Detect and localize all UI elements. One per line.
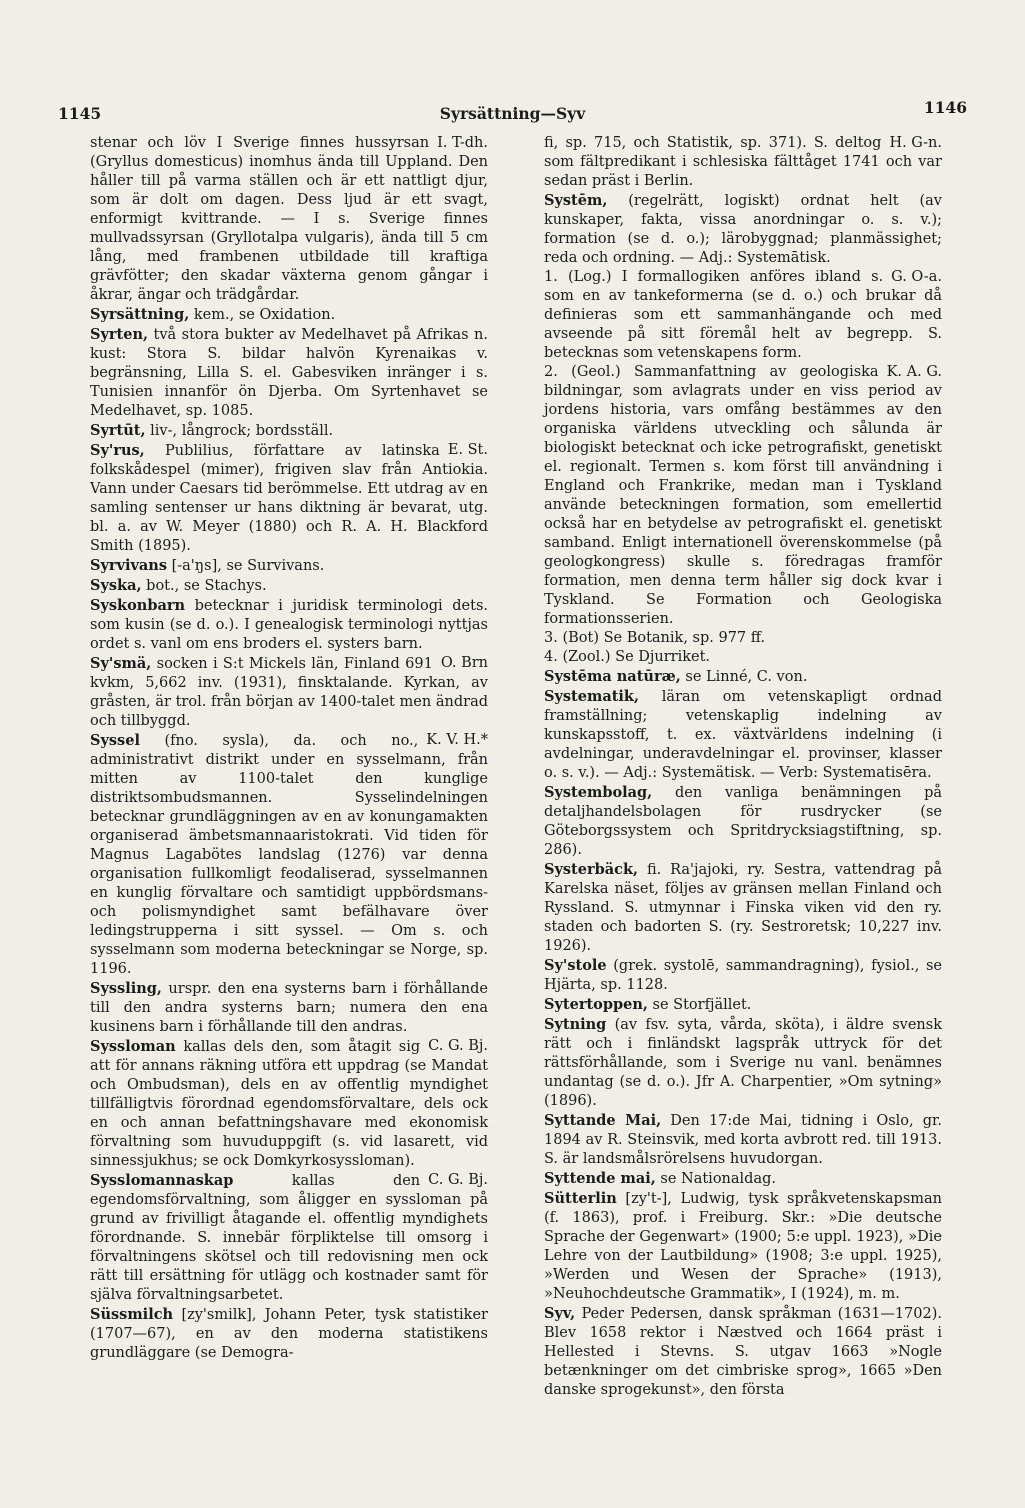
author-signature: K. V. H.*: [426, 732, 488, 748]
entry-body: 3. (Bot) Se Botanik, sp. 977 ff.: [544, 630, 766, 646]
entry-body: [zy'smilk], Johann Peter, tysk statistiker (1707—67), en av den moderna statistikens grundläggare (se Demogra-: [90, 1307, 488, 1361]
entry-body: kallas den egendomsförvaltning, som åligger en syssloman på grund av frivilligt åtagande el. offentlig myndighets förordnande. S. innebär förpliktelse till omsorg i förvaltningens skötsel och till redovisning men ock rätt till ersättning för utlägg och kostnader samt för själva förvaltningsarbetet.: [90, 1173, 488, 1303]
entry-body: 2. (Geol.) Sammanfattning av geologiska bildningar, som avlagrats under en viss period av jordens historia, vars omfång bestämmes av den organiska världens utveckling och sålunda är biologiskt betecknat och icke petrografiskt, genetiskt el. regionalt. Termen s. kom först till användning i England och Frankrike, medan man i Tyskland använde beteckningen formation, som emellertid också har en betydelse av petrografiskt el. genetiskt samband. Enligt internationell överenskommelse (på geologkongress) skulle s. föredragas framför formation, men denna term håller sig dock kvar i Tyskland. Se Formation och Geologiska formationsserien.: [544, 364, 942, 627]
entry-body: Publilius, författare av latinska folkskådespel (mimer), frigiven slav från Antiokia. Vann under Caesars tid berömmelse. Ett utdrag av en samling sentenser ur hans diktning är bevarat, utg. bl. a. av W. Meyer (1880) och R. A. H. Blackford Smith (1895).: [90, 443, 488, 554]
author-signature: O. Brn: [440, 655, 488, 671]
dictionary-entry: [90, 305, 488, 325]
entry-headword: Syttande Mai,: [544, 1112, 662, 1129]
dictionary-entry: [544, 134, 942, 191]
entry-body: (regelrätt, logiskt) ordnat helt (av kunskaper, fakta, vissa anordningar o. s. v.); formation (se d. o.); lärobyggnad; planmässighet; reda och ordning. — Adj.: Systemātisk.: [544, 193, 942, 266]
entry-body: läran om vetenskapligt ordnad framställning; vetenskaplig indelning av kunskapsstoff, t. ex. växtvärldens indelning (i avdelningar, underavdelningar el. provinser, klasser o. s. v.). — Adj.: Systemätisk. — Verb: Systematisēra.: [544, 689, 942, 781]
entry-headword: Sytertoppen,: [544, 996, 648, 1013]
dictionary-entry: [90, 654, 488, 731]
dictionary-entry: [544, 1304, 942, 1400]
dictionary-entry: [90, 731, 488, 979]
dictionary-entry: [90, 596, 488, 654]
entry-headword: Sütterlin: [544, 1190, 617, 1207]
entry-body: den vanliga benämningen på detaljhandelsbolagen för rusdrycker (se Göteborgssystem och Spritdrycksiagstiftning, sp. 286).: [544, 785, 942, 858]
entry-body: betecknar i juridisk terminologi dets. som kusin (se d. o.). I genealogisk terminologi nyttjas ordet s. vanl om ens broders el. systers barn.: [90, 598, 488, 652]
dictionary-entry: [544, 783, 942, 860]
page-number-left: 1145: [58, 104, 102, 123]
entry-headword: Systerbäck,: [544, 861, 639, 878]
entry-headword: Syssling,: [90, 980, 162, 997]
author-signature: E. St.: [447, 442, 488, 458]
dictionary-entry: [544, 1169, 942, 1189]
left-column: [90, 134, 488, 1363]
entry-body: (av fsv. syta, vårda, sköta), i äldre svensk rätt och i finländskt lagspråk uttryck för det rättsförhållande, som i Sverige nu vanl. benämnes undantag (se d. o.). Jfr A. Charpentier, »Om sytning» (1896).: [544, 1017, 942, 1109]
entry-body: bot., se Stachys.: [141, 578, 267, 594]
dictionary-entry: [544, 1015, 942, 1111]
dictionary-entry: [544, 629, 942, 648]
entry-body: [zy't-], Ludwig, tysk språkvetenskapsman (f. 1863), prof. i Freiburg. Skr.: »Die deutsche Sprache der Gegenwart» (1900; 5:e uppl. 1923), »Die Lehre von der Lautbildung» (1908; 3:e uppl. 1925), »Werden und Wesen der Sprache» (1913), »Neuhochdeutsche Grammatik», I (1924), m. m.: [544, 1191, 942, 1302]
entry-body: fi, sp. 715, och Statistik, sp. 371). S. deltog som fältpredikant i schlesiska fälttåget 1741 och var sedan präst i Berlin.: [544, 135, 942, 189]
entry-body: se Storfjället.: [647, 997, 752, 1013]
dictionary-entry: [90, 325, 488, 421]
entry-body: (fno. sysla), da. och no., administrativt distrikt under en sysselmann, från mitten av 1100-talet den kunglige distriktsombudsmannen. Sysselindelningen betecknar grundläggningen av en av konungamakten organiserad ämbetsmannaaristokrati. Vid tiden för Magnus Lagabötes landslag (1276) var denna organisation fullkomligt feodaliserad, sysselmannen en kunglig förvaltare och samtidigt uppbördsmans- och polismyndighet samt befälhavare över ledingstrupperna i sitt syssel. — Om s. och sysselmann som moderna beteckningar se Norge, sp. 1196.: [90, 733, 488, 977]
dictionary-entry: [90, 1305, 488, 1363]
entry-headword: Sy'stole: [544, 957, 607, 974]
entry-body: 4. (Zool.) Se Djurriket.: [544, 649, 711, 665]
entry-body: Peder Pedersen, dansk språkman (1631—1702). Blev 1658 rektor i Næstved och 1664 präst i Hellested i Stevns. S. utgav 1663 »Nogle betænkninger om det cimbriske sprog», 1665 »Den danske sprogekunst», den första: [544, 1306, 942, 1398]
entry-body: liv-, långrock; bordsställ.: [145, 423, 334, 439]
entry-headword: Systēm,: [544, 192, 608, 209]
entry-body: socken i S:t Mickels län, Finland 691 kvkm, 5,662 inv. (1931), finsktalande. Kyrkan, av gråsten, är trol. från början av 1400-talet men ändrad och tillbyggd.: [90, 656, 488, 729]
dictionary-entry: [544, 860, 942, 956]
entry-body: två stora bukter av Medelhavet på Afrikas n. kust: Stora S. bildar halvön Kyrenaikas v. begränsning, Lilla S. el. Gabesviken inränger i s. Tunisien innanför ön Djerba. Om Syrtenhavet se Medelhavet, sp. 1085.: [90, 327, 488, 419]
entry-headword: Sytning: [544, 1016, 607, 1033]
dictionary-entry: [544, 667, 942, 687]
dictionary-entry: [90, 1171, 488, 1305]
right-column: [544, 134, 942, 1400]
entry-body: urspr. den ena systerns barn i förhållande till den andra systerns barn; numera den ena kusinens barn i förhållande till den andras.: [90, 981, 488, 1035]
author-signature: G. O-a.: [891, 269, 942, 285]
entry-body: [-a'ŋs], se Survivans.: [167, 558, 325, 574]
dictionary-entry: [90, 556, 488, 576]
dictionary-entry: [544, 956, 942, 995]
dictionary-entry: [544, 363, 942, 629]
entry-body: kem., se Oxidation.: [189, 307, 336, 323]
entry-body: se Nationaldag.: [655, 1171, 776, 1187]
entry-headword: Syssel: [90, 732, 140, 749]
entry-body: Den 17:de Mai, tidning i Oslo, gr. 1894 av R. Steinsvik, med korta avbrott red. till 1913. S. är landsmålsrörelsens huvudorgan.: [544, 1113, 942, 1167]
entry-headword: Syska,: [90, 577, 142, 594]
entry-headword: Systembolag,: [544, 784, 653, 801]
entry-body: (grek. systolē, sammandragning), fysiol., se Hjärta, sp. 1128.: [544, 958, 942, 993]
entry-headword: Systēma natūræ,: [544, 668, 681, 685]
dictionary-entry: [544, 1189, 942, 1304]
author-signature: K. A. G.: [886, 364, 942, 380]
dictionary-entry: [544, 191, 942, 268]
dictionary-entry: [544, 995, 942, 1015]
dictionary-entry: [90, 979, 488, 1037]
entry-headword: Syrten,: [90, 326, 149, 343]
author-signature: H. G-n.: [889, 135, 942, 151]
entry-body: fi. Ra'jajoki, ry. Sestra, vattendrag på Karelska näset, följes av gränsen mellan Finland och Ryssland. S. utmynnar i Finska viken vid den ry. staden och badorten S. (ry. Sestroretsk; 10,227 inv. 1926).: [544, 862, 942, 954]
dictionary-entry: [544, 268, 942, 363]
entry-headword: Systematik,: [544, 688, 640, 705]
entry-body: 1. (Log.) I formallogiken anföres ibland s. som en av tankeformerna (se d. o.) och brukar då definieras som ett sammanhängande och med avseende på sitt föremål helt av begrepp. S. betecknas som vetenskapens form.: [544, 269, 942, 361]
entry-headword: Syskonbarn: [90, 597, 186, 614]
dictionary-entry: [90, 421, 488, 441]
entry-headword: Syssloman: [90, 1038, 176, 1055]
entry-headword: Syv,: [544, 1305, 576, 1322]
dictionary-entry: [90, 134, 488, 305]
entry-body: stenar och löv I Sverige finnes hussyrsan (Gryllus domesticus) inomhus ända till Uppland. Den håller till på varma ställen och är ett nattligt djur, som är dolt om dagen. Dess ljud är ett svagt, enformigt kvittrande. — I s. Sverige finnes mullvadssyrsan (Gryllotalpa vulgaris), ända till 5 cm lång, med frambenen utbildade till kraftiga grävfötter; den skadar växterna genom gångar i åkrar, ängar och trädgårdar.: [90, 135, 488, 303]
entry-headword: Sysslomannaskap: [90, 1172, 234, 1189]
page-number-right: 1146: [923, 98, 967, 117]
entry-headword: Süssmilch: [90, 1306, 174, 1323]
dictionary-entry: [90, 441, 488, 556]
entry-headword: Syrvivans: [90, 557, 167, 574]
entry-headword: Syrtūt,: [90, 422, 146, 439]
entry-body: se Linné, C. von.: [680, 669, 808, 685]
author-signature: C. G. Bj.: [428, 1038, 488, 1054]
dictionary-entry: [90, 1037, 488, 1171]
author-signature: C. G. Bj.: [428, 1172, 488, 1188]
running-title: Syrsättning—Syv: [439, 104, 586, 123]
entry-headword: Syttende mai,: [544, 1170, 656, 1187]
dictionary-entry: [90, 576, 488, 596]
entry-headword: Sy'smä,: [90, 655, 152, 672]
dictionary-entry: [544, 1111, 942, 1169]
author-signature: I. T-dh.: [437, 135, 488, 151]
entry-headword: Sy'rus,: [90, 442, 145, 459]
page-header: [58, 98, 967, 126]
entry-headword: Syrsättning,: [90, 306, 190, 323]
dictionary-entry: [544, 687, 942, 783]
entry-body: kallas dels den, som åtagit sig att för annans räkning utföra ett uppdrag (se Mandat och Ombudsman), dels en av offentlig myndighet tillfälligtvis förordnad egendomsförvaltare, dels ock en och annan befattningshavare med ekonomisk förvaltning som huvuduppgift (s. vid lasarett, vid sinnessjukhus; se ock Domkyrkosyssloman).: [90, 1039, 488, 1169]
dictionary-entry: [544, 648, 942, 667]
